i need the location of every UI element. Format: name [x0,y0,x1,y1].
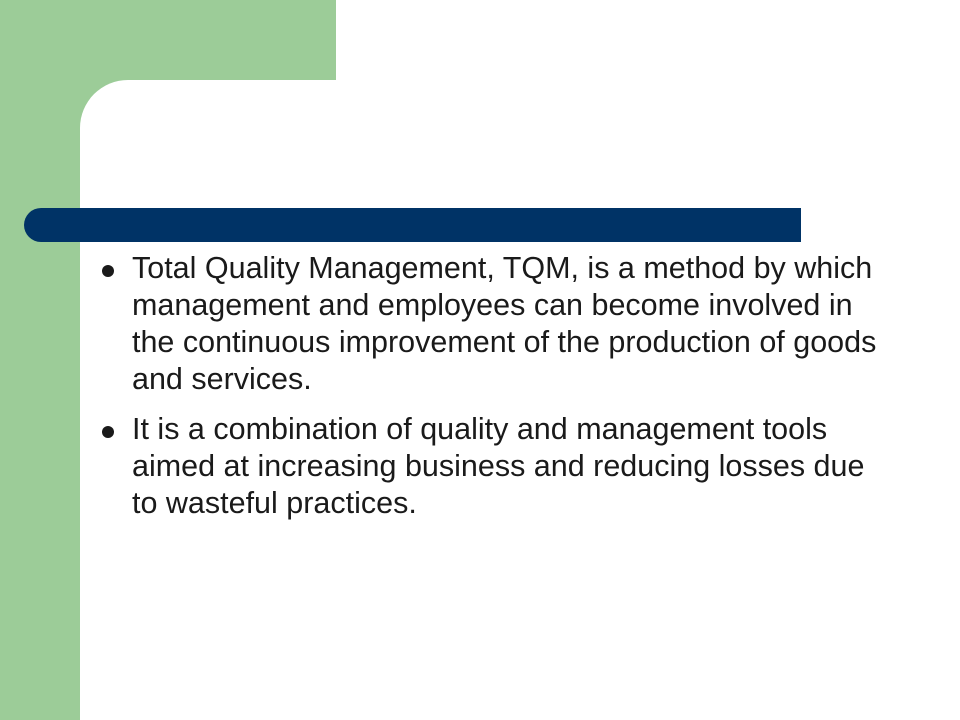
bullet-dot-icon [102,265,114,277]
bullet-text: It is a combination of quality and management tools aimed at increasing business and reducing losses due to wasteful practices. [132,412,865,520]
bullet-item [100,411,890,522]
bullet-text: Total Quality Management, TQM, is a method by which management and employees can become involved in the continuous improvement of the production of goods and services. [132,251,877,396]
bullet-dot-icon [102,426,114,438]
bullet-list [100,250,890,535]
bullet-item [100,250,890,398]
title-bar [24,208,801,242]
